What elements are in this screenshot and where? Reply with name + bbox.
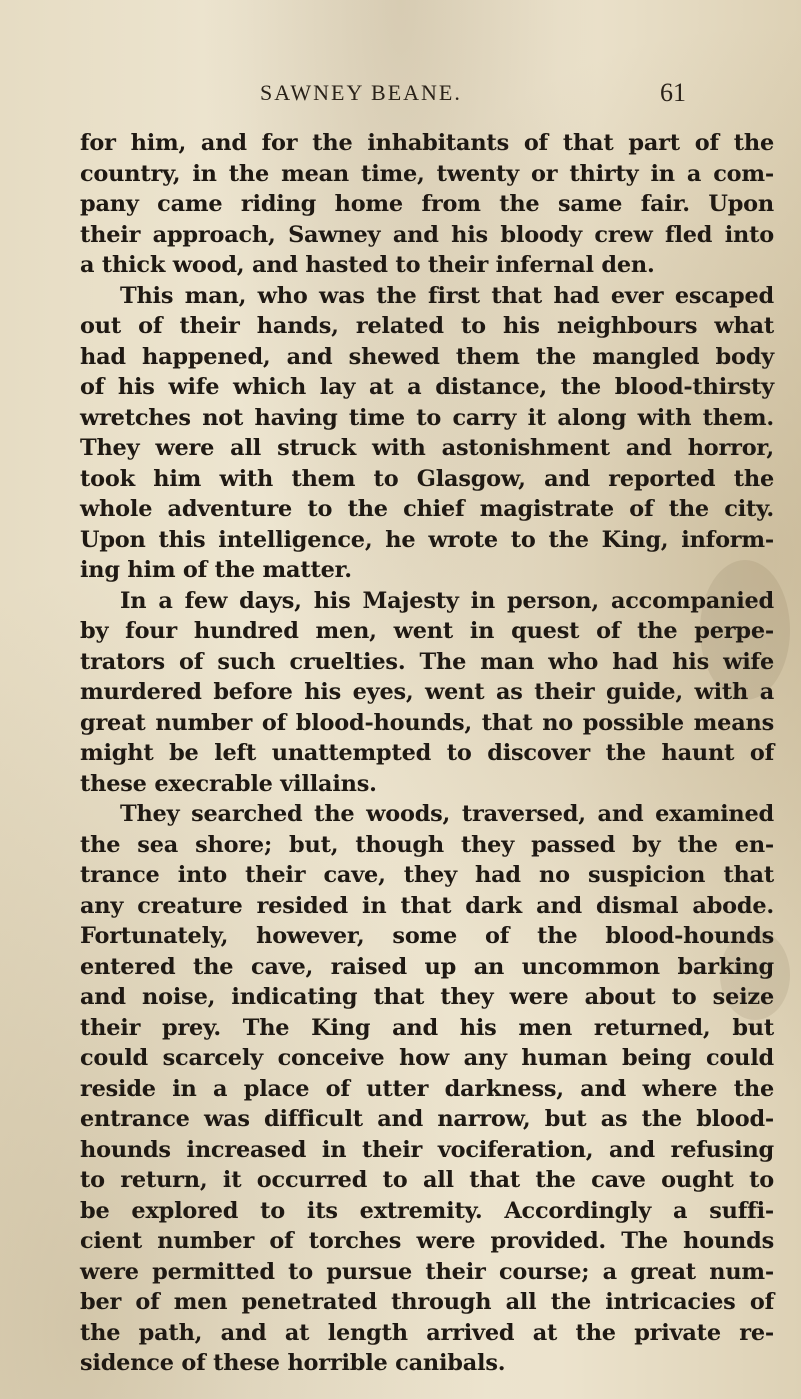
text-line: wretches not having time to carry it along with them. [80, 404, 774, 431]
text-line: by four hundred men, went in quest of the perpe- [80, 618, 774, 644]
running-head: SAWNEY BEANE. [260, 80, 462, 105]
text-line: ing him of the matter. [80, 557, 352, 583]
text-line: a thick wood, and hasted to their infernal den. [80, 252, 655, 278]
text-line: and noise, indicating that they were about to seize [80, 984, 774, 1010]
text-line: whole adventure to the chief magistrate of the city. [80, 496, 774, 522]
text-line: entrance was difficult and narrow, but as the blood- [80, 1106, 774, 1132]
text-line: had happened, and shewed them the mangled body [80, 343, 774, 370]
text-line: might be left unattempted to discover the haunt of [80, 740, 774, 766]
text-line: reside in a place of utter darkness, and where the [80, 1075, 774, 1102]
text-line: for him, and for the inhabitants of that part of the [80, 130, 774, 156]
text-line: trators of such cruelties. The man who had his wife [80, 648, 774, 675]
text-line: could scarcely conceive how any human being could [80, 1045, 774, 1071]
text-line: They searched the woods, traversed, and examined [120, 801, 774, 827]
text-line: be explored to its extremity. Accordingly a suffi- [80, 1197, 774, 1224]
text-line: cient number of torches were provided. The hounds [80, 1228, 774, 1254]
text-line: They were all struck with astonishment and horror, [80, 435, 774, 461]
text-line: their prey. The King and his men returned, but [80, 1014, 774, 1041]
text-line: ber of men penetrated through all the intricacies of [80, 1289, 774, 1315]
text-line: murdered before his eyes, went as their guide, with a [80, 679, 774, 705]
text-line: trance into their cave, they had no suspicion that [80, 862, 774, 888]
body-text [80, 128, 774, 1379]
text-line: hounds increased in their vociferation, and refusing [80, 1136, 774, 1163]
text-line: the sea shore; but, though they passed by the en- [80, 831, 774, 858]
text-line: out of their hands, related to his neighbours what [80, 313, 774, 339]
page-number: 61 [660, 78, 686, 107]
text-line: great number of blood-hounds, that no possible means [80, 709, 774, 736]
text-line: country, in the mean time, twenty or thirty in a com- [80, 160, 774, 187]
text-line: In a few days, his Majesty in person, accompanied [120, 587, 774, 614]
text-line: of his wife which lay at a distance, the blood-thirsty [80, 374, 774, 400]
text-line: This man, who was the first that had ever escaped [120, 282, 774, 309]
text-line: any creature resided in that dark and dismal abode. [80, 892, 774, 919]
text-line: to return, it occurred to all that the cave ought to [80, 1167, 774, 1193]
text-line: sidence of these horrible canibals. [80, 1350, 506, 1376]
text-line: their approach, Sawney and his bloody crew fled into [80, 221, 774, 248]
text-line: these execrable villains. [80, 770, 377, 797]
text-line: took him with them to Glasgow, and reported the [80, 465, 774, 492]
text-line: pany came riding home from the same fair. Upon [80, 191, 774, 217]
text-line: Upon this intelligence, he wrote to the King, inform- [80, 526, 774, 553]
text-line: Fortunately, however, some of the blood-hounds [80, 923, 774, 949]
text-line: were permitted to pursue their course; a great num- [80, 1258, 774, 1285]
text-line: entered the cave, raised up an uncommon barking [80, 953, 774, 980]
text-line: the path, and at length arrived at the private re- [80, 1319, 774, 1346]
